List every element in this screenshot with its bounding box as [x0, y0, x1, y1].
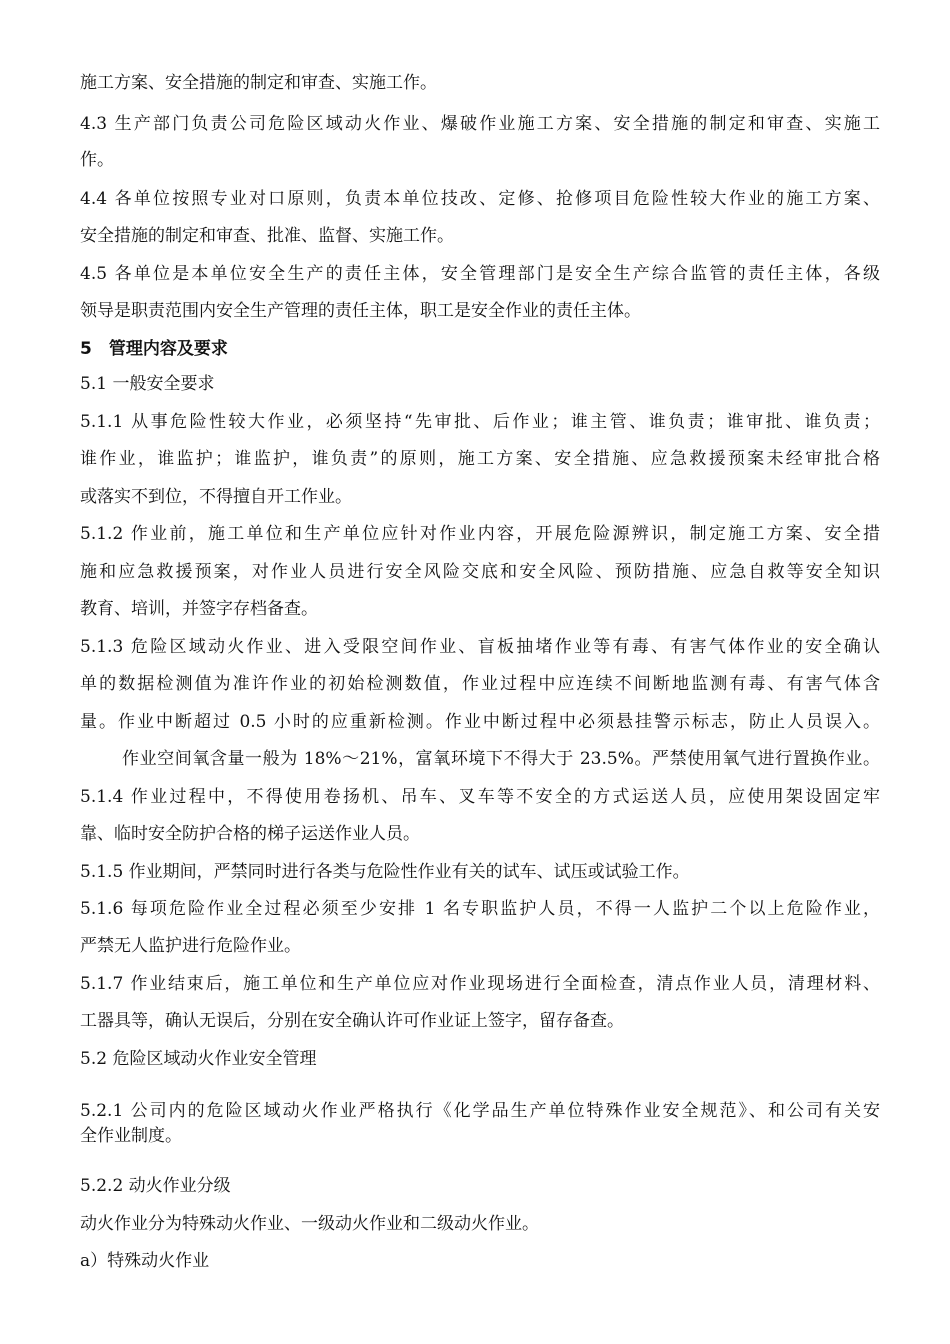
paragraph-line: 5.1.1 从事危险性较大作业，必须坚持“先审批、后作业；谁主管、谁负责；谁审批、谁负责；: [80, 412, 880, 432]
paragraph-line: 5.1.2 作业前，施工单位和生产单位应针对作业内容，开展危险源辨识，制定施工方案、安全措: [80, 524, 880, 544]
paragraph-line: 严禁无人监护进行危险作业。: [80, 936, 301, 956]
paragraph-line: 量。作业中断超过 0.5 小时的应重新检测。作业中断过程中必须悬挂警示标志，防止人员误入。: [80, 712, 880, 732]
paragraph-line: 4.5 各单位是本单位安全生产的责任主体，安全管理部门是安全生产综合监管的责任主体，各级: [80, 264, 880, 284]
paragraph-line: 5.1.5 作业期间，严禁同时进行各类与危险性作业有关的试车、试压或试验工作。: [80, 862, 690, 882]
paragraph-line: 教育、培训，并签字存档备查。: [80, 599, 318, 619]
paragraph-line: 工器具等，确认无误后，分别在安全确认许可作业证上签字，留存备查。: [80, 1011, 624, 1031]
paragraph-line: 5.1.7 作业结束后，施工单位和生产单位应对作业现场进行全面检查，清点作业人员，清理材料、: [80, 974, 880, 994]
section-heading: 5 管理内容及要求: [80, 339, 228, 359]
paragraph-line: 施工方案、安全措施的制定和审查、实施工作。: [80, 73, 437, 93]
subsection-heading: 5.1 一般安全要求: [80, 374, 215, 394]
paragraph-line: 5.1.6 每项危险作业全过程必须至少安排 1 名专职监护人员，不得一人监护二个以上危险作业，: [80, 899, 880, 919]
subsection-heading: 5.2.2 动火作业分级: [80, 1176, 231, 1196]
paragraph-line: 谁作业，谁监护；谁监护，谁负责”的原则，施工方案、安全措施、应急救援预案未经审批合格: [80, 449, 880, 469]
paragraph-line: 或落实不到位，不得擅自开工作业。: [80, 487, 352, 507]
paragraph-line: 5.1.4 作业过程中，不得使用卷扬机、吊车、叉车等不安全的方式运送人员，应使用架设固定牢: [80, 787, 880, 807]
paragraph-line: 动火作业分为特殊动火作业、一级动火作业和二级动火作业。: [80, 1214, 539, 1234]
paragraph-line: 靠、临时安全防护合格的梯子运送作业人员。: [80, 824, 420, 844]
paragraph-line: 4.3 生产部门负责公司危险区域动火作业、爆破作业施工方案、安全措施的制定和审查、实施工: [80, 114, 880, 134]
paragraph-line: 4.4 各单位按照专业对口原则，负责本单位技改、定修、抢修项目危险性较大作业的施工方案、: [80, 189, 880, 209]
list-item-heading: a）特殊动火作业: [80, 1251, 210, 1271]
paragraph-line: 作。: [80, 150, 114, 170]
paragraph-line: 安全措施的制定和审查、批准、监督、实施工作。: [80, 226, 454, 246]
paragraph-line: 5.2.1 公司内的危险区域动火作业严格执行《化学品生产单位特殊作业安全规范》、和公司有关安: [80, 1101, 880, 1121]
subsection-heading: 5.2 危险区域动火作业安全管理: [80, 1049, 317, 1069]
paragraph-line: 施和应急救援预案，对作业人员进行安全风险交底和安全风险、预防措施、应急自救等安全知识: [80, 562, 880, 582]
paragraph-line: 作业空间氧含量一般为 18%～21%，富氧环境下不得大于 23.5%。严禁使用氧气进行置换作业。: [122, 749, 880, 769]
paragraph-line: 5.1.3 危险区域动火作业、进入受限空间作业、盲板抽堵作业等有毒、有害气体作业的安全确认: [80, 637, 880, 657]
paragraph-line: 领导是职责范围内安全生产管理的责任主体，职工是安全作业的责任主体。: [80, 301, 641, 321]
paragraph-line: 单的数据检测值为准许作业的初始检测数值，作业过程中应连续不间断地监测有毒、有害气体含: [80, 674, 880, 694]
paragraph-line: 全作业制度。: [80, 1126, 182, 1146]
